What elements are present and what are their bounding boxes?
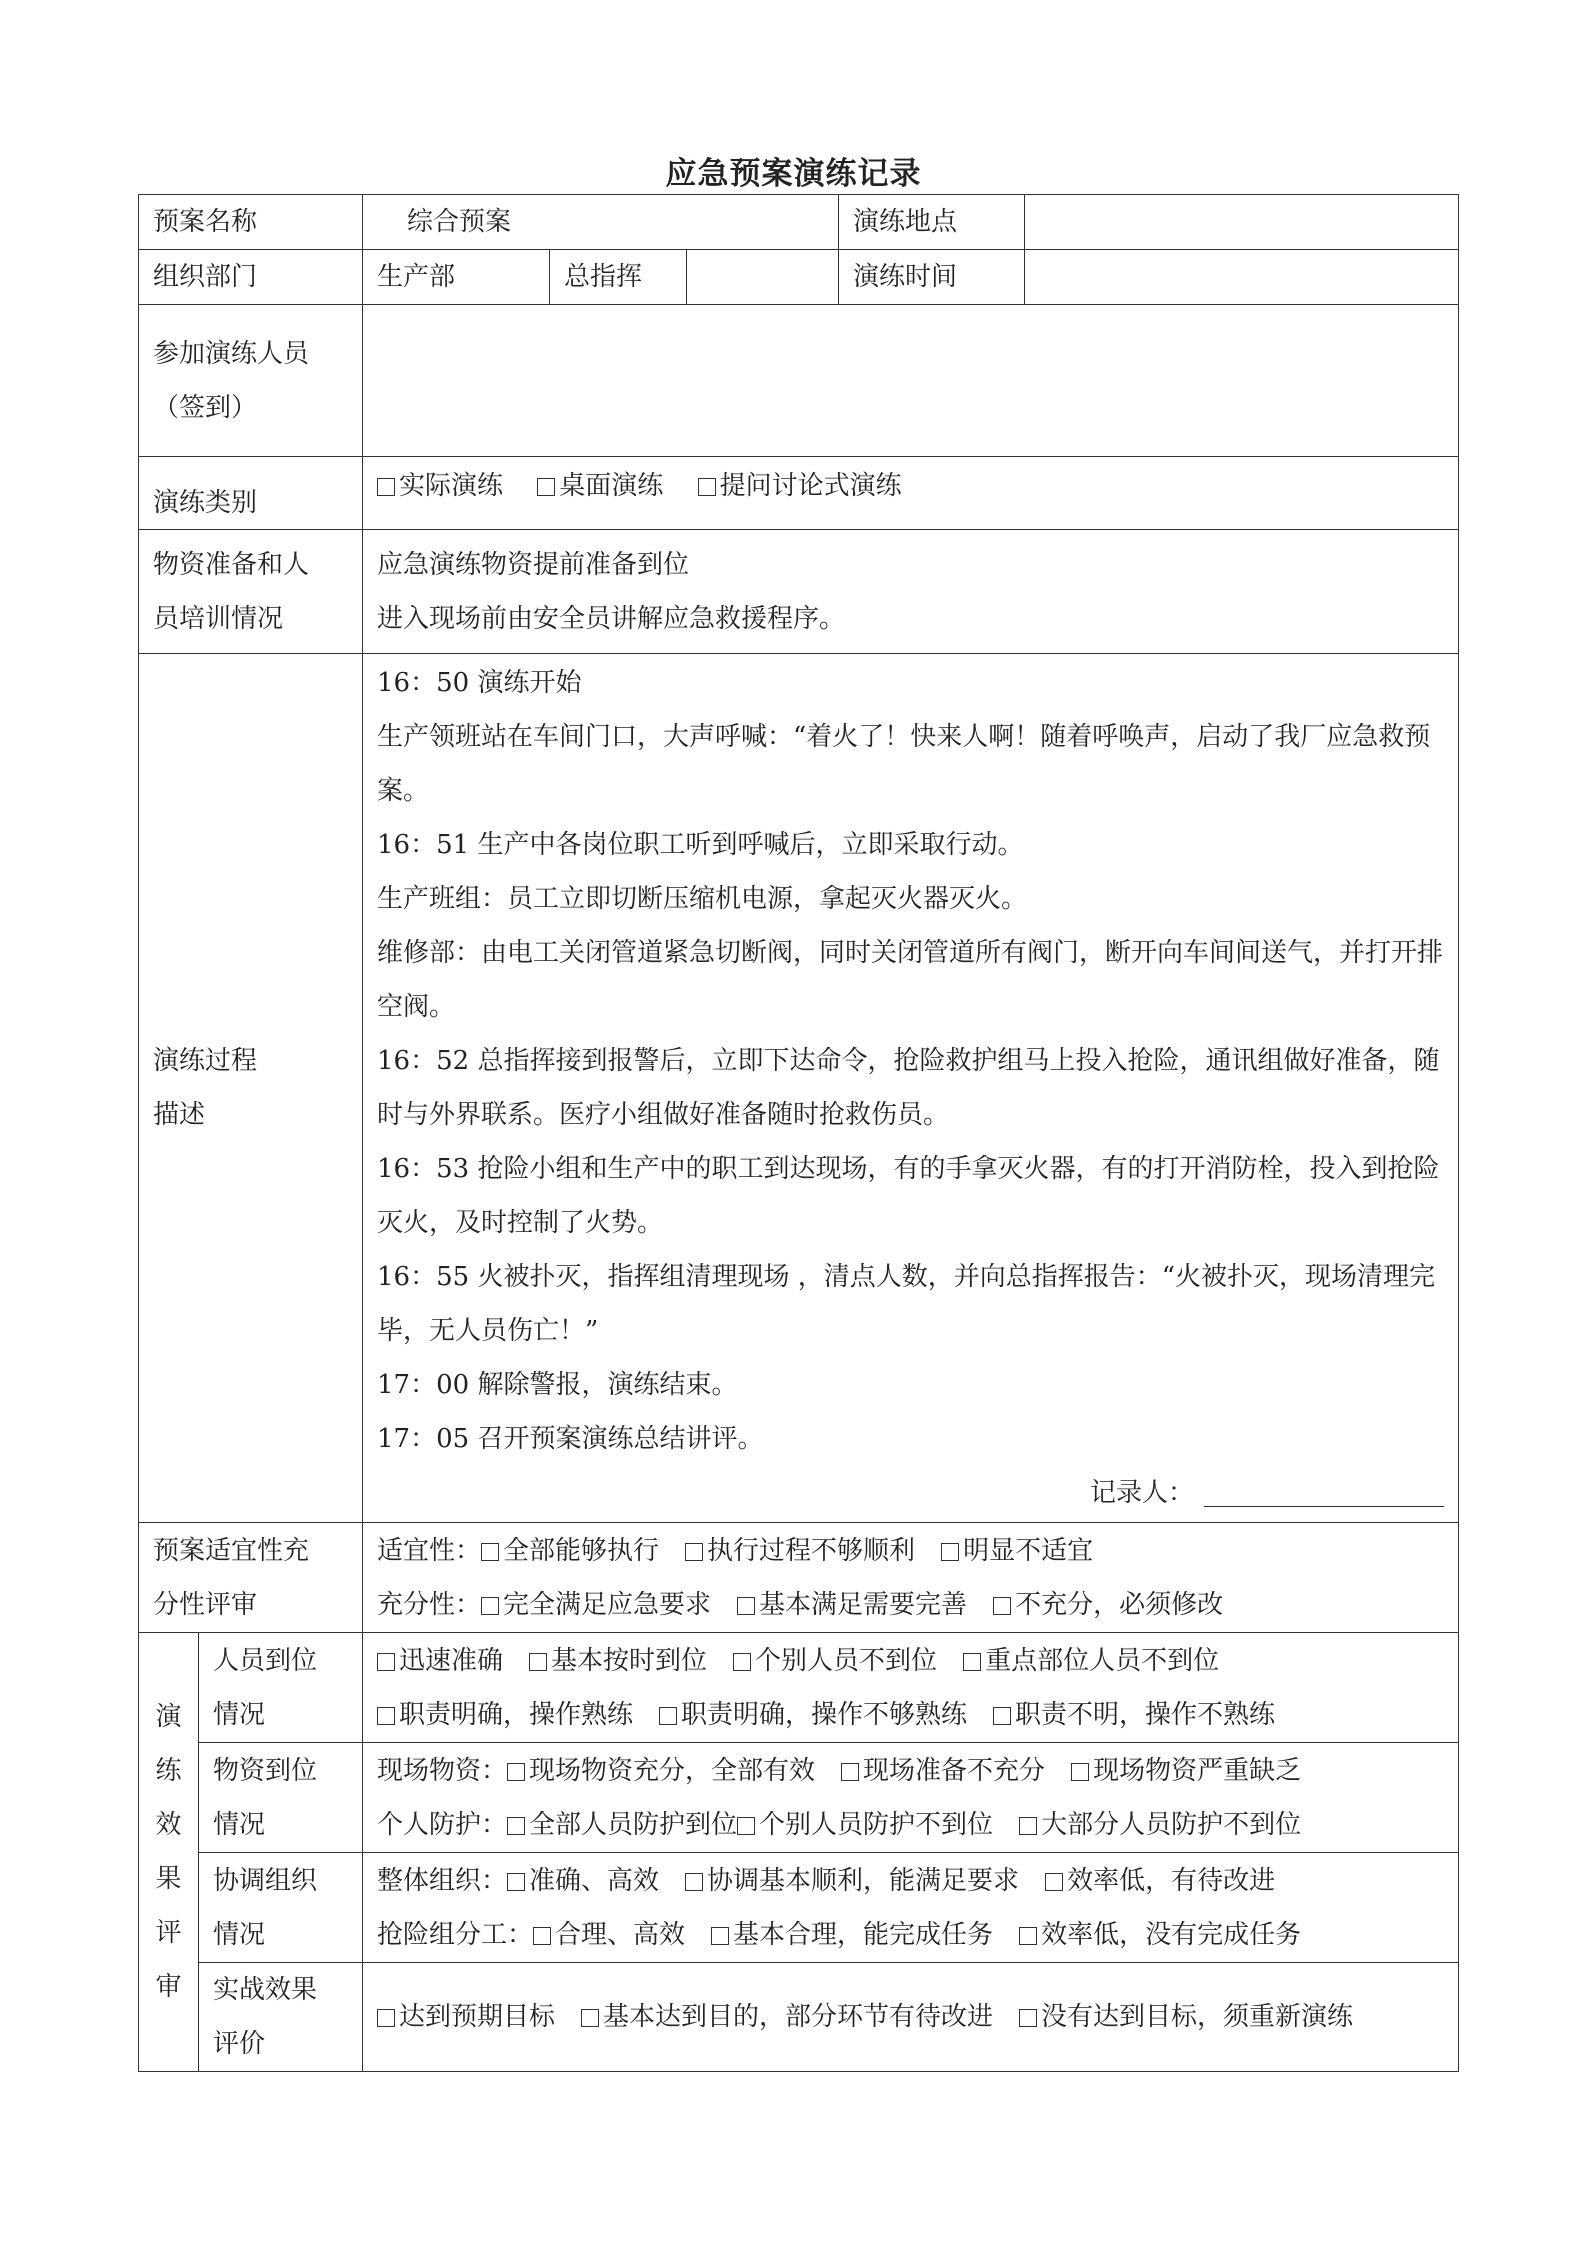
category-option-discussion[interactable]: 提问讨论式演练 xyxy=(698,471,902,501)
location-label: 演练地点 xyxy=(839,195,1025,250)
division-option[interactable]: 基本合理，能完成任务 xyxy=(711,1920,993,1950)
checkbox-icon xyxy=(1019,2009,1037,2027)
process-paragraph: 16：50 演练开始 xyxy=(377,668,582,698)
division-option[interactable]: 合理、高效 xyxy=(533,1920,685,1950)
preparation-line: 应急演练物资提前准备到位 xyxy=(377,549,690,580)
plan-name-value[interactable]: 综合预案 xyxy=(363,195,839,250)
actual-content xyxy=(363,1963,1459,2072)
checkbox-icon xyxy=(533,1927,551,1945)
actual-option[interactable]: 没有达到目标，须重新演练 xyxy=(1019,2002,1353,2032)
suitability-line: 适宜性： 全部能够执行 执行过程不够顺利 明显不适宜 xyxy=(377,1535,1094,1566)
checkbox-icon xyxy=(377,478,395,496)
department-value[interactable]: 生产部 xyxy=(363,250,550,305)
materials-line: 现场物资： 现场物资充分，全部有效 现场准备不充分 现场物资严重缺乏 xyxy=(377,1755,1302,1786)
coordination-line: 整体组织： 准确、高效 协调基本顺利，能满足要求 效率低，有待改进 xyxy=(377,1865,1276,1896)
coordination-content xyxy=(363,1853,1459,1963)
suitability-label-line1: 预案适宜性充 xyxy=(153,1535,310,1566)
protection-line: 个人防护： 全部人员防护到位 个别人员防护不到位 大部分人员防护不到位 xyxy=(377,1809,1302,1840)
process-paragraph: 16：52 总指挥接到报警后，立即下达命令，抢险救护组马上投入抢险，通讯组做好准备，随时与外界联系。医疗小组做好准备随时抢救伤员。 xyxy=(377,1046,1440,1130)
personnel-content xyxy=(363,1633,1459,1743)
effect-actual-row xyxy=(139,1963,1459,2072)
effect-coordination-row xyxy=(139,1853,1459,1963)
checkbox-icon xyxy=(581,2009,599,2027)
materials-content xyxy=(363,1743,1459,1853)
checkbox-icon xyxy=(507,1817,525,1835)
coordination-option[interactable]: 协调基本顺利，能满足要求 xyxy=(685,1866,1019,1896)
adequacy-option[interactable]: 完全满足应急要求 xyxy=(481,1590,711,1620)
process-paragraph: 16：53 抢险小组和生产中的职工到达现场，有的手拿灭火器，有的打开消防栓，投入到抢险灭火，及时控制了火势。 xyxy=(377,1154,1440,1238)
preparation-row xyxy=(139,530,1459,654)
coordination-option[interactable]: 准确、高效 xyxy=(507,1866,659,1896)
checkbox-icon xyxy=(993,1597,1011,1615)
recorder-label: 记录人： xyxy=(1090,1478,1195,1508)
suitability-option[interactable]: 全部能够执行 xyxy=(481,1536,659,1566)
adequacy-option[interactable]: 基本满足需要完善 xyxy=(737,1590,967,1620)
participants-label-line1: 参加演练人员 xyxy=(153,338,310,369)
checkbox-icon xyxy=(507,1873,525,1891)
coordination-option[interactable]: 效率低，有待改进 xyxy=(1045,1866,1275,1896)
checkbox-icon xyxy=(377,2009,395,2027)
process-paragraph: 生产领班站在车间门口，大声呼喊：“着火了！快来人啊！随着呼唤声，启动了我厂应急救预案。 xyxy=(377,722,1431,806)
process-paragraph: 生产班组：员工立即切断压缩机电源，拿起灭火器灭火。 xyxy=(377,884,1028,914)
personnel-option[interactable]: 职责不明，操作不熟练 xyxy=(993,1700,1275,1730)
division-line: 抢险组分工： 合理、高效 基本合理，能完成任务 效率低，没有完成任务 xyxy=(377,1919,1302,1950)
checkbox-icon xyxy=(993,1707,1011,1725)
materials-label: 物资到位 情况 xyxy=(199,1743,363,1853)
checkbox-icon xyxy=(377,1653,395,1671)
process-label-line1: 演练过程 xyxy=(153,1046,258,1076)
materials-option[interactable]: 现场物资严重缺乏 xyxy=(1071,1756,1301,1786)
actual-line xyxy=(377,1990,1444,2044)
checkbox-icon xyxy=(1019,1817,1037,1835)
participants-label-line2: （签到） xyxy=(153,392,258,423)
materials-option[interactable]: 现场准备不充分 xyxy=(841,1756,1045,1786)
checkbox-icon xyxy=(685,1873,703,1891)
checkbox-icon xyxy=(659,1707,677,1725)
personnel-option[interactable]: 职责明确，操作不够熟练 xyxy=(659,1700,967,1730)
adequacy-option[interactable]: 不充分，必须修改 xyxy=(993,1590,1223,1620)
preparation-label-line1: 物资准备和人 xyxy=(153,549,310,580)
personnel-option[interactable]: 重点部位人员不到位 xyxy=(963,1646,1219,1676)
checkbox-icon xyxy=(529,1653,547,1671)
category-label: 演练类别 xyxy=(139,457,363,530)
suitability-content xyxy=(363,1523,1459,1633)
preparation-line: 进入现场前由安全员讲解应急救援程序。 xyxy=(377,603,846,634)
coordination-label: 协调组织 情况 xyxy=(199,1853,363,1963)
process-paragraph: 17：05 召开预案演练总结讲评。 xyxy=(377,1424,764,1454)
division-option[interactable]: 效率低，没有完成任务 xyxy=(1019,1920,1301,1950)
checkbox-icon xyxy=(841,1763,859,1781)
protection-option[interactable]: 全部人员防护到位 xyxy=(507,1810,737,1840)
personnel-option[interactable]: 迅速准确 xyxy=(377,1646,503,1676)
actual-label: 实战效果 评价 xyxy=(199,1963,363,2072)
process-label-line2: 描述 xyxy=(153,1100,206,1130)
department-label: 组织部门 xyxy=(139,250,363,305)
adequacy-line: 充分性： 完全满足应急要求 基本满足需要完善 不充分，必须修改 xyxy=(377,1589,1224,1620)
materials-option[interactable]: 现场物资充分，全部有效 xyxy=(507,1756,815,1786)
actual-option[interactable]: 达到预期目标 xyxy=(377,2002,555,2032)
checkbox-icon xyxy=(1071,1763,1089,1781)
effect-review-group-label: 演 练 效 果 评 审 xyxy=(139,1633,199,2072)
checkbox-icon xyxy=(737,1597,755,1615)
time-value[interactable] xyxy=(1025,250,1459,305)
checkbox-icon xyxy=(711,1927,729,1945)
category-option-actual[interactable]: 实际演练 xyxy=(377,471,503,501)
process-row xyxy=(139,654,1459,1523)
recorder-signature-line[interactable] xyxy=(1204,1476,1444,1507)
checkbox-icon xyxy=(377,1707,395,1725)
department-row xyxy=(139,250,1459,305)
personnel-option[interactable]: 基本按时到位 xyxy=(529,1646,707,1676)
category-row xyxy=(139,457,1459,530)
preparation-label xyxy=(139,530,363,654)
suitability-label-line2: 分性评审 xyxy=(153,1589,258,1620)
page-title: 应急预案演练记录 xyxy=(665,156,922,192)
checkbox-icon xyxy=(963,1653,981,1671)
commander-value[interactable] xyxy=(687,250,839,305)
actual-option[interactable]: 基本达到目的，部分环节有待改进 xyxy=(581,2002,993,2032)
preparation-label-line2: 员培训情况 xyxy=(153,603,284,634)
personnel-option[interactable]: 职责明确，操作熟练 xyxy=(377,1700,633,1730)
suitability-row xyxy=(139,1523,1459,1633)
personnel-line xyxy=(377,1634,1444,1688)
preparation-content xyxy=(363,530,1459,654)
participants-sign-area[interactable] xyxy=(363,305,1459,457)
checkbox-icon xyxy=(481,1543,499,1561)
checkbox-icon xyxy=(733,1653,751,1671)
checkbox-icon xyxy=(1019,1927,1037,1945)
checkbox-icon xyxy=(698,478,716,496)
personnel-line xyxy=(377,1688,1444,1742)
participants-row xyxy=(139,305,1459,457)
plan-name-row xyxy=(139,195,1459,250)
plan-name-label: 预案名称 xyxy=(139,195,363,250)
checkbox-icon xyxy=(1045,1873,1063,1891)
checkbox-icon xyxy=(507,1763,525,1781)
checkbox-icon xyxy=(537,478,555,496)
process-paragraph: 17：00 解除警报，演练结束。 xyxy=(377,1370,738,1400)
checkbox-icon xyxy=(685,1543,703,1561)
process-paragraph: 16：55 火被扑灭，指挥组清理现场 ，清点人数，并向总指挥报告：“火被扑灭，现场清理完毕，无人员伤亡！” xyxy=(377,1262,1436,1346)
location-value[interactable] xyxy=(1025,195,1459,250)
personnel-option[interactable]: 个别人员不到位 xyxy=(733,1646,937,1676)
checkbox-icon xyxy=(941,1543,959,1561)
category-option-tabletop[interactable]: 桌面演练 xyxy=(537,471,663,501)
personnel-label: 人员到位 情况 xyxy=(199,1633,363,1743)
commander-label: 总指挥 xyxy=(550,250,687,305)
process-paragraph: 维修部：由电工关闭管道紧急切断阀，同时关闭管道所有阀门，断开向车间间送气，并打开排空阀。 xyxy=(377,938,1444,1022)
suitability-option[interactable]: 明显不适宜 xyxy=(941,1536,1093,1566)
suitability-option[interactable]: 执行过程不够顺利 xyxy=(685,1536,915,1566)
checkbox-icon xyxy=(737,1817,755,1835)
suitability-label xyxy=(139,1523,363,1633)
participants-label xyxy=(139,305,363,457)
process-label xyxy=(139,654,363,1523)
category-options xyxy=(363,457,1459,530)
checkbox-icon xyxy=(481,1597,499,1615)
process-paragraph: 16：51 生产中各岗位职工听到呼喊后，立即采取行动。 xyxy=(377,830,1024,860)
time-label: 演练时间 xyxy=(839,250,1025,305)
drill-record-table xyxy=(138,194,1459,2072)
protection-option[interactable]: 个别人员防护不到位 xyxy=(737,1810,993,1840)
effect-personnel-row xyxy=(139,1633,1459,1743)
effect-materials-row xyxy=(139,1743,1459,1853)
process-content xyxy=(363,654,1459,1523)
recorder-field xyxy=(377,1466,1444,1520)
protection-option[interactable]: 大部分人员防护不到位 xyxy=(1019,1810,1301,1840)
